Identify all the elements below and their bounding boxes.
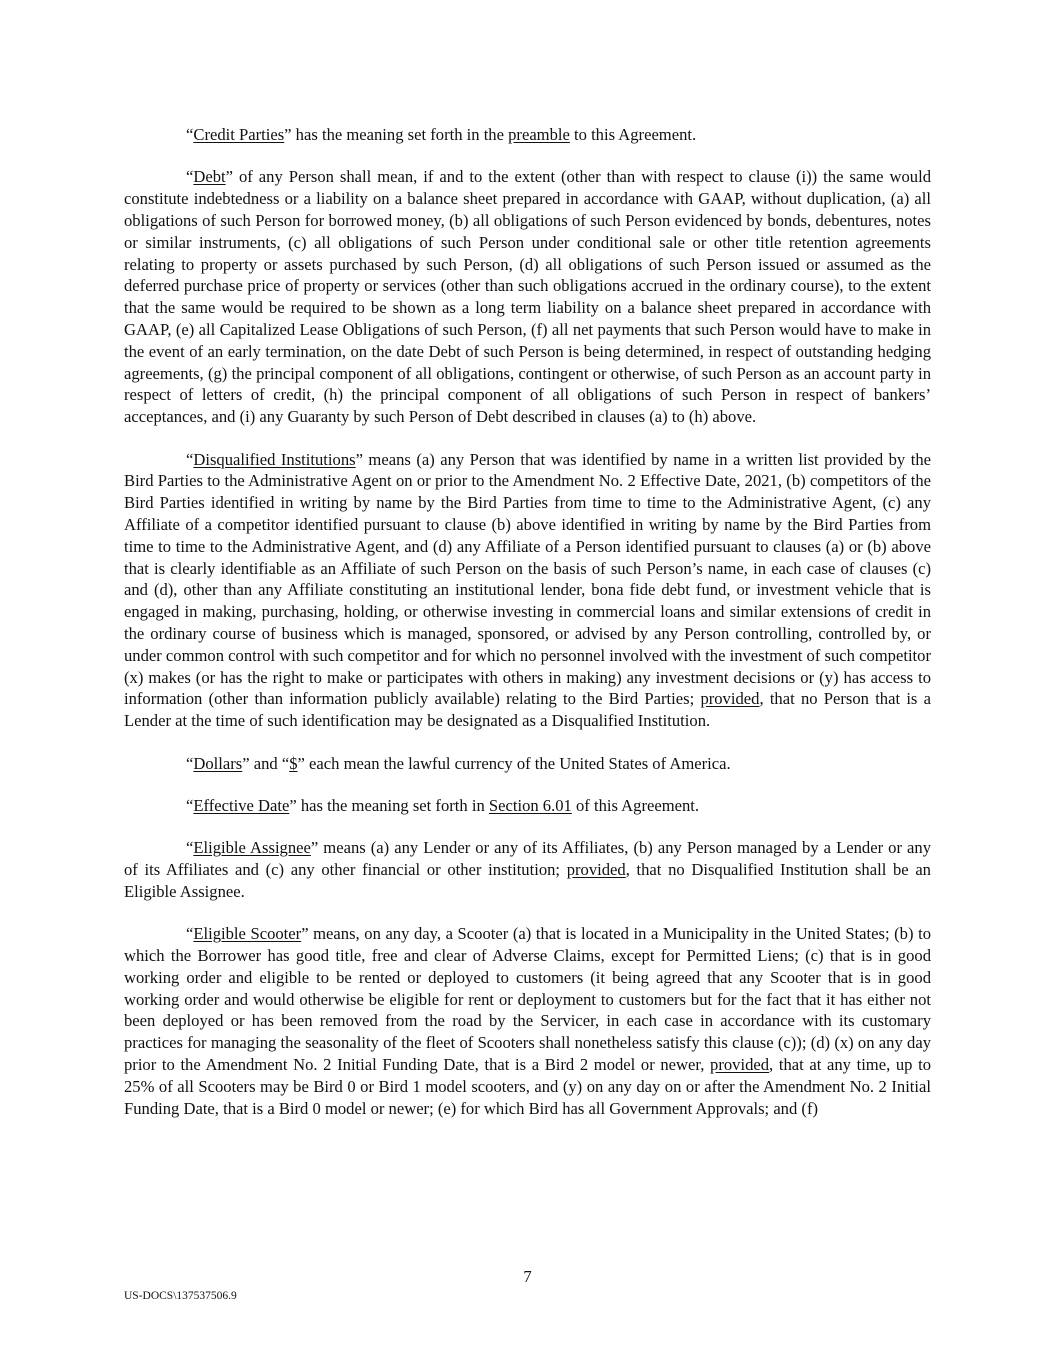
definition-effective-date: “Effective Date” has the meaning set forth in Section 6.01 of this Agreement. (186, 795, 700, 815)
proviso: provided (566, 860, 626, 880)
defined-term: Disqualified Institutions (193, 449, 356, 469)
definition-debt: “Debt” of any Person shall mean, if and to the extent (other than with respect to clause (i)) the same would constitute indebtedness or a liability on a balance sheet prepared in accordance with GAAP, without duplication, (a) all obligations of such Person for borrowed money, (b) all obligations of such Person evidenced by bonds, debentures, notes or similar instruments, (c) all obligations of such Person under conditional sale or other title retention agreements relating to property or assets purchased by such Person, (d) all obligations of such Person issued or assumed as the deferred purchase price of property or services (other than such obligations accrued in the ordinary course), to the extent that the same would be required to be shown as a long term liability on a balance sheet prepared in accordance with GAAP, (e) all Capitalized Lease Obligations of such Person, (f) all net payments that such Person would have to make in the event of an early termination, on the date Debt of such Person is being determined, in respect of outstanding hedging agreements, (g) the principal component of all obligations, contingent or otherwise, of such Person as an account party in respect of letters of credit, (h) the principal component of all obligations of such Person in respect of bankers’ acceptances, and (i) any Guaranty by such Person of Debt described in clauses (a) to (h) above. (124, 167, 931, 427)
definition-dollars: “Dollars” and “$” each mean the lawful currency of the United States of America. (186, 753, 731, 773)
defined-term: Credit Parties (193, 125, 285, 144)
proviso: provided (700, 689, 760, 709)
defined-term: Effective Date (193, 795, 290, 815)
definition-eligible-scooter: “Eligible Scooter” means, on any day, a Scooter (a) that is located in a Municipality in the United States; (b) to which the Borrower has good title, free and clear of Adverse Claims, except for Permitted Liens; (c) that is in good working order and eligible to be rented or deployed to customers (it being agreed that any Scooter that is in good working order and would otherwise be eligible for rent or deployment to customers but for the fact that it has either not been deployed or has been removed from the road by the Servicer, in each case in accordance with its customary practices for managing the seasonality of the fleet of Scooters shall nonetheless satisfy this clause (c)); (d) (x) on any day prior to the Amendment No. 2 Initial Funding Date, that is a Bird 2 model or newer, provided, that at any time, up to 25% of all Scooters may be Bird 0 or Bird 1 model scooters, and (y) on any day on or after the Amendment No. 2 Initial Funding Date, that is a Bird 0 model or newer; (e) for which Bird has all Government Approvals; and (f) (124, 924, 932, 1118)
definition-eligible-assignee: “Eligible Assignee” means (a) any Lender or any of its Affiliates, (b) any Person managed by a Lender or any of its Affiliates and (c) any other financial or other institution; provided, that no Disqualified Institution shall be an Eligible Assignee. (124, 838, 931, 901)
definition-disqualified-institutions: “Disqualified Institutions” means (a) any Person that was identified by name in a written list provided by the Bird Parties to the Administrative Agent on or prior to the Amendment No. 2 Effective Date, 2021, (b) competitors of the Bird Parties identified in writing by name by the Bird Parties from time to time to the Administrative Agent, (c) any Affiliate of a competitor identified pursuant to clause (b) above identified in writing by name by the Bird Parties from time to time to the Administrative Agent, and (d) any Affiliate of a Person identified pursuant to clauses (a) or (b) above that is clearly identifiable as an Affiliate of such Person on the basis of such Person’s name, in each case of clauses (c) and (d), other than any Affiliate constituting an institutional lender, bona fide debt fund, or investment vehicle that is engaged in making, purchasing, holding, or otherwise investing in commercial loans and similar extensions of credit in the ordinary course of business which is managed, sponsored, or advised by any Person controlling, controlled by, or under common control with such competitor and for which no personnel involved with the investment of such competitor (x) makes (or has the right to make or participates with others in making) any investment decisions or (y) has access to information (other than information publicly available) relating to the Bird Parties; provided, that no Person that is a Lender at the time of such identification may be designated as a Disqualified Institution. (124, 449, 931, 731)
definition-credit-parties: “Credit Parties” has the meaning set forth in the preamble to this Agreement. (186, 125, 697, 144)
proviso: provided (710, 1055, 770, 1075)
defined-term: Debt (193, 167, 226, 187)
defined-term: Dollars (193, 753, 243, 773)
document-body (124, 124, 931, 1119)
cross-reference: Section 6.01 (488, 795, 572, 815)
defined-term: Eligible Assignee (193, 838, 311, 858)
cross-reference: preamble (508, 125, 570, 144)
page-number: 7 (523, 1267, 532, 1286)
document-id: US-DOCS\137537506.9 (124, 1290, 237, 1302)
defined-term: Eligible Scooter (193, 924, 302, 944)
defined-term: $ (289, 753, 298, 773)
